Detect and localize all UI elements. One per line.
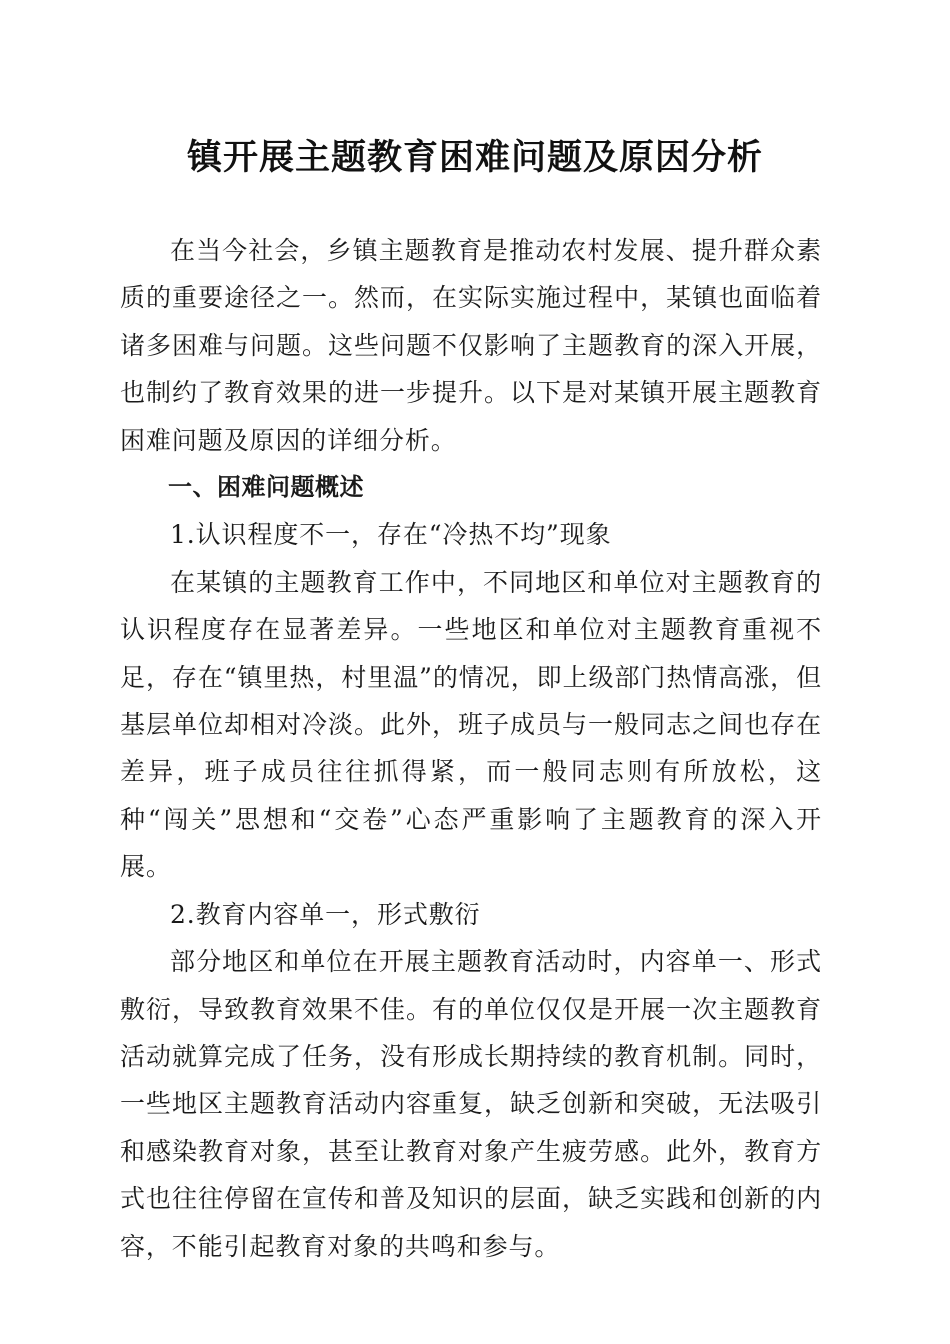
subsection-paragraph-2: 部分地区和单位在开展主题教育活动时，内容单一、形式敷衍，导致教育效果不佳。有的单位仅仅是开展一次主题教育活动就算完成了任务，没有形成长期持续的教育机制。同时，一些地区主题教育活动内容重复，缺乏创新和突破，无法吸引和感染教育对象，甚至让教育对象产生疲劳感。此外，教育方式也往往停留在宣传和普及知识的层面，缺乏实践和创新的内容，不能引起教育对象的共鸣和参与。	[120, 947, 822, 1261]
intro-paragraph: 在当今社会，乡镇主题教育是推动农村发展、提升群众素质的重要途径之一。然而，在实际实施过程中，某镇也面临着诸多困难与问题。这些问题不仅影响了主题教育的深入开展，也制约了教育效果的进一步提升。以下是对某镇开展主题教育困难问题及原因的详细分析。	[120, 236, 822, 455]
subsection-heading-2: 2.教育内容单一，形式敷衍	[170, 899, 481, 929]
document-body	[120, 227, 822, 1270]
section-heading-1: 一、困难问题概述	[168, 473, 364, 502]
subsection-heading-1: 1.认识程度不一，存在“冷热不均”现象	[170, 520, 612, 550]
subsection-paragraph-1: 在某镇的主题教育工作中，不同地区和单位对主题教育的认识程度存在显著差异。一些地区和单位对主题教育重视不足，存在“镇里热，村里温”的情况，即上级部门热情高涨，但基层单位却相对冷淡。此外，班子成员与一般同志之间也存在差异，班子成员往往抓得紧，而一般同志则有所放松，这种“闯关”思想和“交卷”心态严重影响了主题教育的深入开展。	[120, 567, 822, 882]
document-title: 镇开展主题教育困难问题及原因分析	[186, 137, 763, 178]
